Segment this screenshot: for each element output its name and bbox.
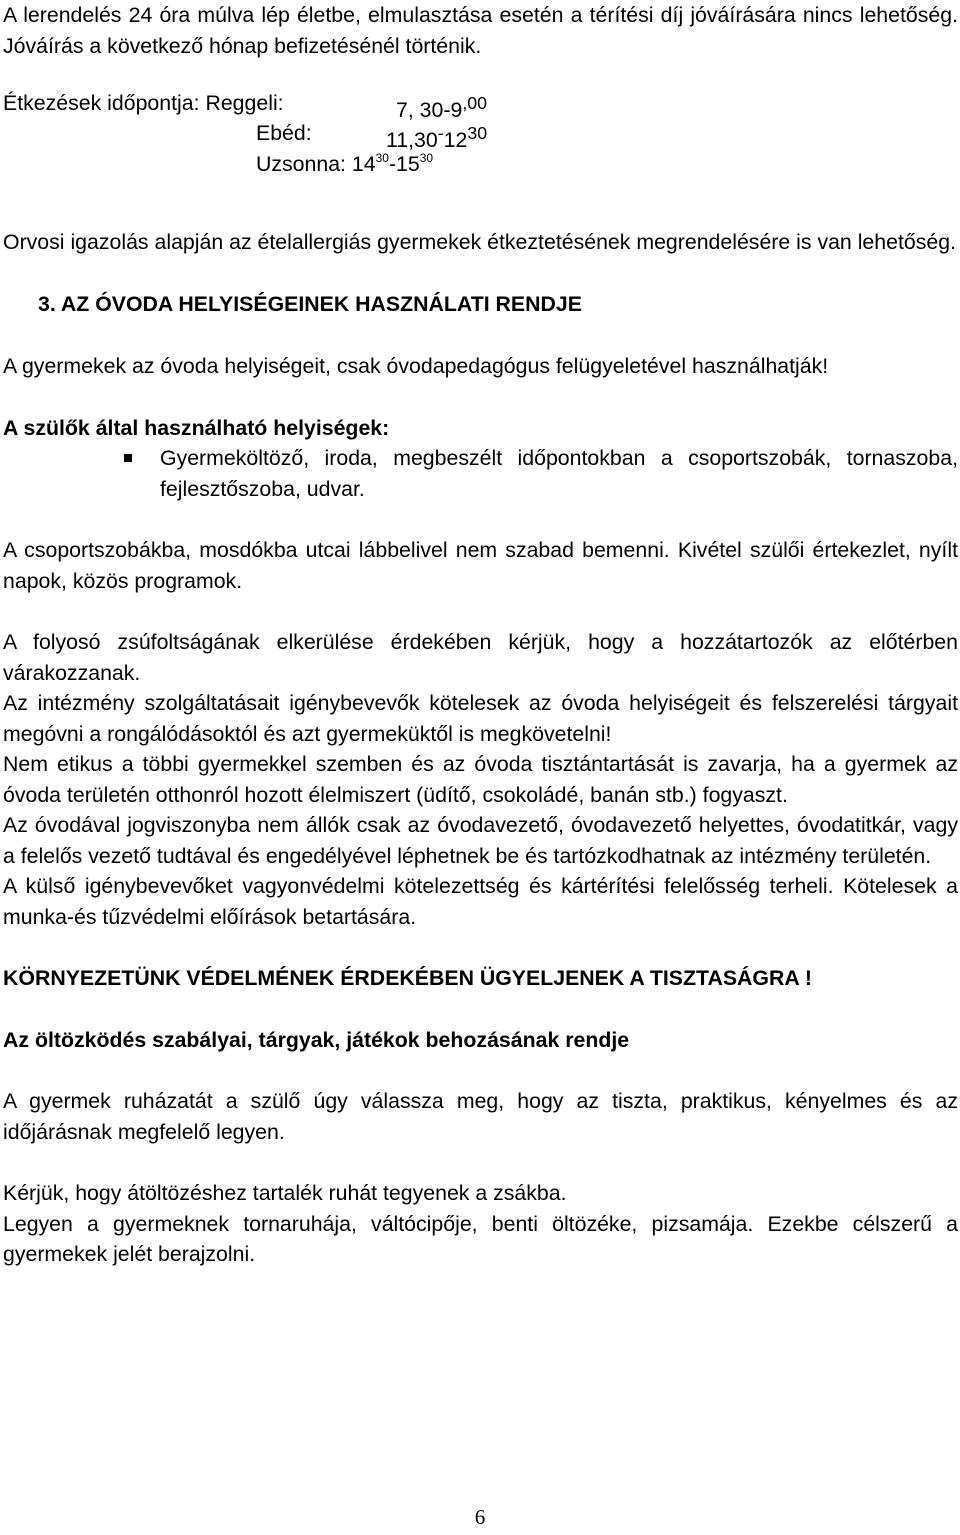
square-bullet-icon — [124, 454, 132, 462]
paragraph-allergy: Orvosi igazolás alapján az ételallergiás gyermekek étkeztetésének megrendelésére is van lehetőség. — [3, 230, 956, 254]
paragraph-clothing: A gyermek ruházatát a szülő úgy válassza meg, hogy az tiszta, praktikus, kényelmes és az időjárásnak megfelelő legyen. — [3, 1089, 958, 1144]
meal-row-snack — [256, 149, 433, 180]
paragraph-footwear: A csoportszobákba, mosdókba utcai lábbelivel nem szabad bemenni. Kivétel szülői értekezlet, nyílt napok, közös programok. — [3, 538, 958, 593]
lunch-time-start: 11,30 — [386, 128, 438, 153]
list-item-text: Gyermeköltöző, iroda, megbeszélt időpontokban a csoportszobák, tornaszoba, fejlesztőszoba, udvar. — [160, 446, 958, 501]
breakfast-time-text: 7, 30-9 — [396, 98, 463, 123]
paragraph-access: Az óvodával jogviszonyba nem állók csak az óvodavezető, óvodavezető helyettes, óvodatitkár, vagy a felelős vezető tudtával és engedélyével léphetnek be és tartózkodhatnak az intézmény területén. — [3, 813, 958, 868]
meal-times — [3, 88, 958, 180]
clothing-heading: Az öltözködés szabályai, tárgyak, játékok behozásának rendje — [3, 1027, 630, 1052]
meal-label-snack: Uzsonna: — [256, 152, 346, 176]
snack-time-start: 14 — [351, 152, 376, 176]
list-item — [160, 443, 958, 504]
section-title-rooms: 3. AZ ÓVODA HELYISÉGEINEK HASZNÁLATI RENDJE — [38, 291, 582, 316]
breakfast-time-sup: ,00 — [462, 93, 487, 113]
lunch-time-sup-a: - — [437, 123, 444, 143]
meal-label-lunch: Ebéd: — [256, 121, 312, 145]
snack-time-sup-b: 30 — [419, 151, 434, 165]
paragraph-gym-clothes: Legyen a gyermeknek tornaruhája, váltócipője, benti öltözéke, pizsamája. Ezekbe célszerű a gyermekek jelét berajzolni. — [3, 1211, 958, 1266]
paragraph-food: Nem etikus a többi gyermekkel szemben és az óvoda tisztántartását is zavarja, ha a gyermek az óvoda területén otthonról hozott élelmiszert (üdítő, csokoládé, banán stb.) fogyaszt. — [3, 752, 958, 807]
lunch-time-end: 12 — [443, 128, 468, 153]
meal-times-heading: Étkezések időpontja: — [3, 91, 200, 115]
lunch-time-sup-b: 30 — [467, 123, 488, 143]
page-number: 6 — [474, 1505, 486, 1529]
paragraph-supervision: A gyermekek az óvoda helyiségeit, csak óvodapedagógus felügyeletével használhatják! — [3, 354, 829, 378]
meal-label-breakfast: Reggeli: — [205, 91, 284, 115]
paragraph-cancellation: A lerendelés 24 óra múlva lép életbe, elmulasztása esetén a térítési díj jóváírására nincs lehetőség. Jóváírás a következő hónap befizetésénél történik. — [3, 3, 958, 58]
snack-time-end: -15 — [388, 152, 420, 176]
parent-rooms-heading: A szülők által használható helyiségek: — [3, 415, 390, 440]
paragraph-protect-property: Az intézmény szolgáltatásait igénybevevők kötelesek az óvoda helyiségeit és felszerelési tárgyait megóvni a rongálódásoktól és azt gyermeküktől is megkövetelni! — [3, 691, 958, 746]
paragraph-hallway: A folyosó zsúfoltságának elkerülése érdekében kérjük, hogy a hozzátartozók az előtérben várakozzanak. — [3, 630, 958, 685]
meal-row-breakfast — [3, 88, 284, 119]
meal-row-lunch — [256, 118, 312, 149]
environment-heading: KÖRNYEZETÜNK VÉDELMÉNEK ÉRDEKÉBEN ÜGYELJENEK A TISZTASÁGRA ! — [3, 966, 812, 990]
document-page — [3, 0, 958, 1270]
snack-time-sup-a: 30 — [375, 151, 389, 165]
parent-rooms-list — [3, 443, 958, 504]
paragraph-external-users: A külső igénybevevőket vagyonvédelmi kötelezettség és kártérítési felelősség terheli. Kötelesek a munka-és tűzvédelmi előírások betartására. — [3, 874, 958, 929]
paragraph-spare-clothes: Kérjük, hogy átöltözéshez tartalék ruhát tegyenek a zsákba. — [3, 1181, 567, 1205]
